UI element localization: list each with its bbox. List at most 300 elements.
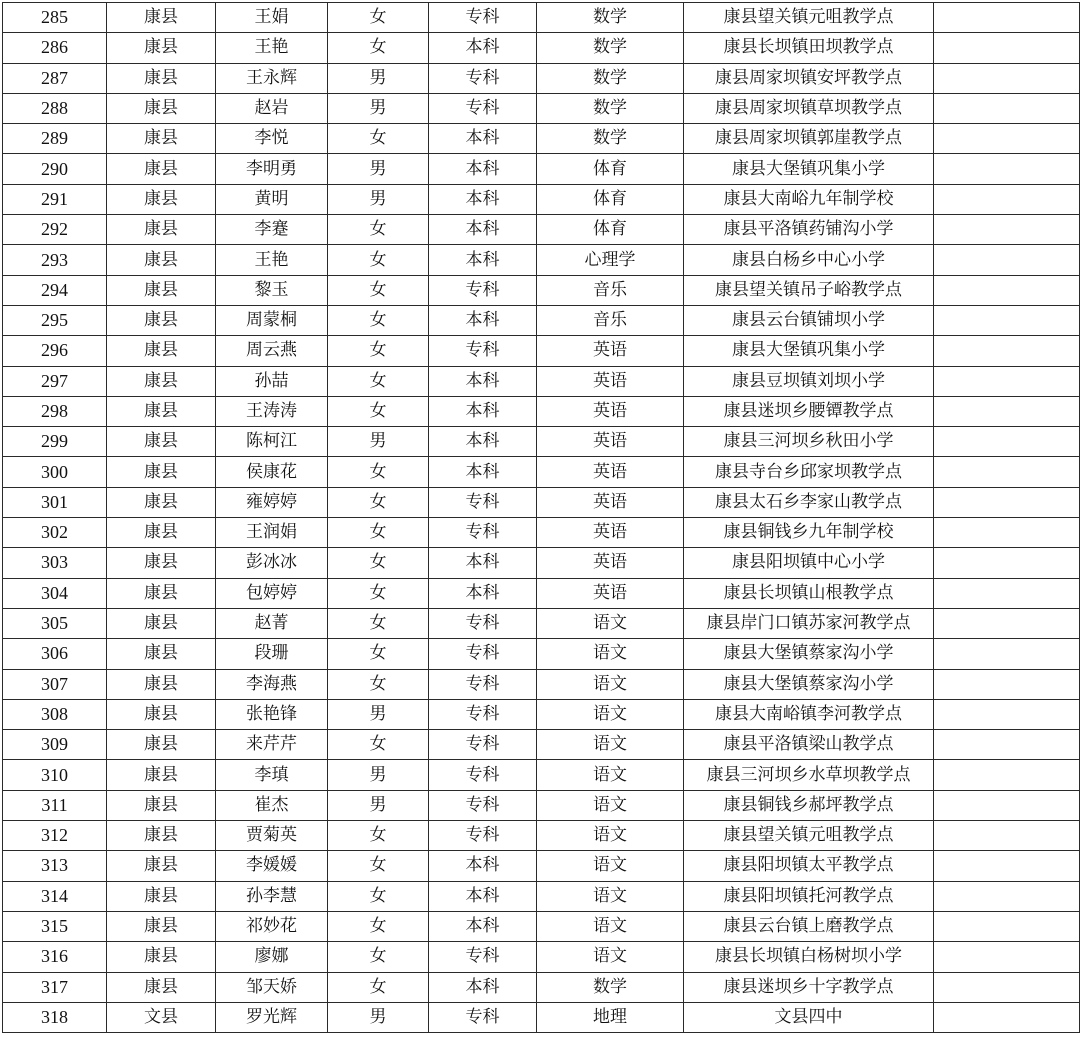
cell-note: [934, 366, 1080, 396]
cell-subject: 数学: [537, 3, 684, 33]
cell-school: 康县铜钱乡郝坪教学点: [684, 790, 934, 820]
cell-subject: 语文: [537, 881, 684, 911]
cell-gender: 女: [328, 275, 429, 305]
cell-education: 专科: [429, 821, 537, 851]
cell-note: [934, 578, 1080, 608]
cell-education: 本科: [429, 154, 537, 184]
cell-school: 康县长坝镇白杨树坝小学: [684, 942, 934, 972]
cell-school: 康县阳坝镇中心小学: [684, 548, 934, 578]
cell-education: 本科: [429, 578, 537, 608]
cell-education: 专科: [429, 730, 537, 760]
table-row: [3, 639, 1080, 669]
table-row: [3, 730, 1080, 760]
cell-note: [934, 3, 1080, 33]
cell-county: 康县: [107, 3, 216, 33]
cell-school: 康县豆坝镇刘坝小学: [684, 366, 934, 396]
cell-school: 康县阳坝镇托河教学点: [684, 881, 934, 911]
cell-county: 文县: [107, 1002, 216, 1032]
cell-school: 康县平洛镇药铺沟小学: [684, 215, 934, 245]
cell-note: [934, 215, 1080, 245]
table-row: [3, 487, 1080, 517]
cell-gender: 女: [328, 548, 429, 578]
table-body: [3, 3, 1080, 1033]
cell-school: 康县周家坝镇安坪教学点: [684, 63, 934, 93]
cell-subject: 英语: [537, 457, 684, 487]
table-row: [3, 578, 1080, 608]
table-row: [3, 215, 1080, 245]
cell-gender: 男: [328, 760, 429, 790]
table-row: [3, 608, 1080, 638]
cell-gender: 男: [328, 790, 429, 820]
cell-name: 邹天娇: [216, 972, 328, 1002]
cell-county: 康县: [107, 639, 216, 669]
cell-gender: 女: [328, 245, 429, 275]
cell-subject: 数学: [537, 93, 684, 123]
table-row: [3, 396, 1080, 426]
cell-name: 祁妙花: [216, 911, 328, 941]
cell-name: 王永辉: [216, 63, 328, 93]
cell-note: [934, 911, 1080, 941]
cell-number: 302: [3, 518, 107, 548]
cell-note: [934, 972, 1080, 1002]
cell-education: 专科: [429, 63, 537, 93]
cell-subject: 语文: [537, 730, 684, 760]
cell-school: 康县长坝镇田坝教学点: [684, 33, 934, 63]
cell-name: 彭冰冰: [216, 548, 328, 578]
cell-subject: 英语: [537, 518, 684, 548]
cell-school: 康县望关镇吊子峪教学点: [684, 275, 934, 305]
cell-county: 康县: [107, 608, 216, 638]
cell-subject: 心理学: [537, 245, 684, 275]
cell-number: 314: [3, 881, 107, 911]
table-row: [3, 518, 1080, 548]
personnel-table: [2, 2, 1080, 1033]
cell-education: 专科: [429, 639, 537, 669]
cell-education: 本科: [429, 33, 537, 63]
table-row: [3, 942, 1080, 972]
cell-name: 王艳: [216, 33, 328, 63]
cell-gender: 女: [328, 215, 429, 245]
cell-subject: 数学: [537, 124, 684, 154]
cell-county: 康县: [107, 578, 216, 608]
cell-note: [934, 33, 1080, 63]
cell-number: 306: [3, 639, 107, 669]
cell-county: 康县: [107, 93, 216, 123]
cell-county: 康县: [107, 33, 216, 63]
cell-county: 康县: [107, 427, 216, 457]
cell-subject: 语文: [537, 760, 684, 790]
cell-note: [934, 851, 1080, 881]
cell-county: 康县: [107, 154, 216, 184]
cell-gender: 女: [328, 881, 429, 911]
cell-subject: 英语: [537, 366, 684, 396]
cell-school: 康县大南峪镇李河教学点: [684, 699, 934, 729]
table-row: [3, 699, 1080, 729]
cell-gender: 女: [328, 972, 429, 1002]
cell-number: 305: [3, 608, 107, 638]
table-row: [3, 336, 1080, 366]
cell-education: 专科: [429, 93, 537, 123]
cell-name: 孙喆: [216, 366, 328, 396]
table-row: [3, 93, 1080, 123]
cell-county: 康县: [107, 396, 216, 426]
cell-number: 289: [3, 124, 107, 154]
cell-number: 309: [3, 730, 107, 760]
cell-county: 康县: [107, 790, 216, 820]
cell-number: 313: [3, 851, 107, 881]
cell-county: 康县: [107, 942, 216, 972]
cell-gender: 女: [328, 730, 429, 760]
cell-school: 康县迷坝乡十字教学点: [684, 972, 934, 1002]
cell-note: [934, 942, 1080, 972]
cell-school: 康县迷坝乡腰镡教学点: [684, 396, 934, 426]
table-row: [3, 305, 1080, 335]
cell-county: 康县: [107, 63, 216, 93]
cell-name: 贾菊英: [216, 821, 328, 851]
cell-number: 318: [3, 1002, 107, 1032]
cell-name: 李明勇: [216, 154, 328, 184]
cell-school: 康县长坝镇山根教学点: [684, 578, 934, 608]
cell-name: 李悦: [216, 124, 328, 154]
cell-note: [934, 518, 1080, 548]
cell-education: 本科: [429, 548, 537, 578]
table-row: [3, 184, 1080, 214]
cell-number: 298: [3, 396, 107, 426]
cell-number: 308: [3, 699, 107, 729]
cell-education: 专科: [429, 790, 537, 820]
cell-education: 本科: [429, 124, 537, 154]
cell-education: 专科: [429, 336, 537, 366]
table-row: [3, 760, 1080, 790]
cell-number: 310: [3, 760, 107, 790]
cell-subject: 语文: [537, 639, 684, 669]
cell-education: 本科: [429, 427, 537, 457]
cell-note: [934, 336, 1080, 366]
cell-number: 301: [3, 487, 107, 517]
cell-name: 李瑱: [216, 760, 328, 790]
cell-education: 本科: [429, 851, 537, 881]
cell-number: 286: [3, 33, 107, 63]
table-row: [3, 154, 1080, 184]
cell-subject: 音乐: [537, 305, 684, 335]
cell-note: [934, 184, 1080, 214]
cell-name: 来芹芹: [216, 730, 328, 760]
cell-subject: 语文: [537, 669, 684, 699]
cell-subject: 语文: [537, 790, 684, 820]
cell-county: 康县: [107, 366, 216, 396]
cell-education: 本科: [429, 305, 537, 335]
cell-education: 专科: [429, 699, 537, 729]
cell-education: 专科: [429, 275, 537, 305]
cell-subject: 体育: [537, 154, 684, 184]
cell-subject: 体育: [537, 215, 684, 245]
cell-county: 康县: [107, 487, 216, 517]
cell-school: 康县太石乡李家山教学点: [684, 487, 934, 517]
cell-subject: 语文: [537, 821, 684, 851]
cell-county: 康县: [107, 669, 216, 699]
cell-gender: 女: [328, 487, 429, 517]
cell-education: 本科: [429, 184, 537, 214]
cell-number: 297: [3, 366, 107, 396]
cell-name: 周蒙桐: [216, 305, 328, 335]
cell-note: [934, 275, 1080, 305]
cell-name: 廖娜: [216, 942, 328, 972]
table-row: [3, 881, 1080, 911]
cell-education: 专科: [429, 487, 537, 517]
cell-county: 康县: [107, 215, 216, 245]
cell-county: 康县: [107, 245, 216, 275]
cell-education: 本科: [429, 972, 537, 1002]
table-row: [3, 63, 1080, 93]
cell-subject: 数学: [537, 63, 684, 93]
cell-school: 康县大堡镇巩集小学: [684, 336, 934, 366]
cell-number: 287: [3, 63, 107, 93]
cell-school: 康县岸门口镇苏家河教学点: [684, 608, 934, 638]
cell-county: 康县: [107, 881, 216, 911]
cell-number: 300: [3, 457, 107, 487]
cell-county: 康县: [107, 548, 216, 578]
cell-school: 文县四中: [684, 1002, 934, 1032]
table-row: [3, 911, 1080, 941]
cell-note: [934, 669, 1080, 699]
cell-subject: 英语: [537, 548, 684, 578]
cell-name: 王涛涛: [216, 396, 328, 426]
cell-subject: 英语: [537, 487, 684, 517]
cell-name: 黄明: [216, 184, 328, 214]
cell-note: [934, 396, 1080, 426]
cell-gender: 女: [328, 608, 429, 638]
cell-education: 专科: [429, 942, 537, 972]
cell-school: 康县三河坝乡水草坝教学点: [684, 760, 934, 790]
cell-education: 本科: [429, 245, 537, 275]
cell-school: 康县铜钱乡九年制学校: [684, 518, 934, 548]
cell-note: [934, 457, 1080, 487]
cell-number: 299: [3, 427, 107, 457]
cell-education: 专科: [429, 760, 537, 790]
cell-note: [934, 487, 1080, 517]
cell-school: 康县大堡镇蔡家沟小学: [684, 669, 934, 699]
cell-number: 293: [3, 245, 107, 275]
cell-name: 王娟: [216, 3, 328, 33]
cell-gender: 女: [328, 911, 429, 941]
cell-subject: 英语: [537, 427, 684, 457]
cell-name: 段珊: [216, 639, 328, 669]
cell-number: 288: [3, 93, 107, 123]
cell-gender: 女: [328, 518, 429, 548]
cell-subject: 语文: [537, 699, 684, 729]
cell-number: 295: [3, 305, 107, 335]
table-row: [3, 366, 1080, 396]
table-row: [3, 33, 1080, 63]
cell-county: 康县: [107, 305, 216, 335]
cell-county: 康县: [107, 457, 216, 487]
cell-gender: 女: [328, 124, 429, 154]
cell-county: 康县: [107, 336, 216, 366]
cell-note: [934, 760, 1080, 790]
cell-name: 王润娟: [216, 518, 328, 548]
cell-note: [934, 245, 1080, 275]
cell-gender: 女: [328, 942, 429, 972]
cell-county: 康县: [107, 972, 216, 1002]
cell-education: 本科: [429, 911, 537, 941]
cell-subject: 英语: [537, 578, 684, 608]
cell-school: 康县阳坝镇太平教学点: [684, 851, 934, 881]
cell-gender: 男: [328, 154, 429, 184]
cell-subject: 地理: [537, 1002, 684, 1032]
cell-gender: 女: [328, 457, 429, 487]
cell-note: [934, 427, 1080, 457]
cell-gender: 女: [328, 578, 429, 608]
cell-note: [934, 639, 1080, 669]
cell-county: 康县: [107, 699, 216, 729]
cell-education: 本科: [429, 881, 537, 911]
cell-school: 康县白杨乡中心小学: [684, 245, 934, 275]
cell-number: 290: [3, 154, 107, 184]
cell-note: [934, 730, 1080, 760]
cell-name: 包婷婷: [216, 578, 328, 608]
cell-note: [934, 881, 1080, 911]
table-row: [3, 821, 1080, 851]
cell-note: [934, 124, 1080, 154]
cell-number: 317: [3, 972, 107, 1002]
cell-name: 侯康花: [216, 457, 328, 487]
cell-county: 康县: [107, 760, 216, 790]
cell-gender: 男: [328, 1002, 429, 1032]
cell-note: [934, 154, 1080, 184]
cell-education: 专科: [429, 608, 537, 638]
cell-school: 康县云台镇上磨教学点: [684, 911, 934, 941]
cell-note: [934, 305, 1080, 335]
cell-gender: 女: [328, 669, 429, 699]
cell-number: 291: [3, 184, 107, 214]
cell-number: 315: [3, 911, 107, 941]
cell-education: 本科: [429, 366, 537, 396]
cell-school: 康县寺台乡邱家坝教学点: [684, 457, 934, 487]
cell-subject: 英语: [537, 336, 684, 366]
cell-note: [934, 1002, 1080, 1032]
cell-education: 本科: [429, 215, 537, 245]
table-row: [3, 3, 1080, 33]
cell-name: 李媛媛: [216, 851, 328, 881]
cell-gender: 女: [328, 305, 429, 335]
cell-gender: 男: [328, 184, 429, 214]
cell-subject: 语文: [537, 911, 684, 941]
cell-education: 本科: [429, 457, 537, 487]
cell-education: 本科: [429, 396, 537, 426]
cell-education: 专科: [429, 669, 537, 699]
cell-school: 康县大南峪九年制学校: [684, 184, 934, 214]
cell-school: 康县望关镇元咀教学点: [684, 3, 934, 33]
table-row: [3, 851, 1080, 881]
cell-county: 康县: [107, 184, 216, 214]
cell-gender: 女: [328, 33, 429, 63]
cell-number: 296: [3, 336, 107, 366]
cell-county: 康县: [107, 275, 216, 305]
table-row: [3, 427, 1080, 457]
cell-education: 专科: [429, 3, 537, 33]
cell-name: 赵岩: [216, 93, 328, 123]
cell-number: 304: [3, 578, 107, 608]
cell-education: 专科: [429, 518, 537, 548]
cell-name: 罗光辉: [216, 1002, 328, 1032]
cell-gender: 女: [328, 396, 429, 426]
cell-gender: 女: [328, 366, 429, 396]
cell-number: 307: [3, 669, 107, 699]
cell-number: 292: [3, 215, 107, 245]
cell-name: 周云燕: [216, 336, 328, 366]
cell-gender: 女: [328, 639, 429, 669]
cell-gender: 女: [328, 3, 429, 33]
cell-school: 康县云台镇铺坝小学: [684, 305, 934, 335]
table-row: [3, 275, 1080, 305]
cell-number: 312: [3, 821, 107, 851]
cell-note: [934, 699, 1080, 729]
cell-name: 黎玉: [216, 275, 328, 305]
table-row: [3, 669, 1080, 699]
table-row: [3, 1002, 1080, 1032]
cell-school: 康县大堡镇蔡家沟小学: [684, 639, 934, 669]
cell-note: [934, 790, 1080, 820]
cell-education: 专科: [429, 1002, 537, 1032]
cell-note: [934, 548, 1080, 578]
cell-school: 康县平洛镇梁山教学点: [684, 730, 934, 760]
cell-gender: 女: [328, 821, 429, 851]
table-row: [3, 790, 1080, 820]
cell-gender: 男: [328, 93, 429, 123]
cell-subject: 语文: [537, 851, 684, 881]
cell-subject: 数学: [537, 972, 684, 1002]
cell-school: 康县三河坝乡秋田小学: [684, 427, 934, 457]
cell-county: 康县: [107, 518, 216, 548]
table-row: [3, 548, 1080, 578]
cell-county: 康县: [107, 124, 216, 154]
cell-number: 303: [3, 548, 107, 578]
cell-name: 李蹇: [216, 215, 328, 245]
table-row: [3, 972, 1080, 1002]
cell-note: [934, 821, 1080, 851]
cell-number: 311: [3, 790, 107, 820]
cell-gender: 女: [328, 851, 429, 881]
cell-note: [934, 608, 1080, 638]
table-row: [3, 245, 1080, 275]
cell-name: 孙李慧: [216, 881, 328, 911]
cell-name: 崔杰: [216, 790, 328, 820]
cell-school: 康县周家坝镇草坝教学点: [684, 93, 934, 123]
cell-name: 陈柯江: [216, 427, 328, 457]
cell-subject: 语文: [537, 942, 684, 972]
cell-name: 王艳: [216, 245, 328, 275]
cell-gender: 男: [328, 63, 429, 93]
cell-subject: 体育: [537, 184, 684, 214]
cell-school: 康县望关镇元咀教学点: [684, 821, 934, 851]
cell-subject: 数学: [537, 33, 684, 63]
cell-gender: 男: [328, 699, 429, 729]
cell-name: 雍婷婷: [216, 487, 328, 517]
cell-name: 赵菁: [216, 608, 328, 638]
cell-number: 285: [3, 3, 107, 33]
cell-school: 康县大堡镇巩集小学: [684, 154, 934, 184]
cell-county: 康县: [107, 730, 216, 760]
cell-subject: 音乐: [537, 275, 684, 305]
cell-county: 康县: [107, 851, 216, 881]
cell-subject: 语文: [537, 608, 684, 638]
cell-note: [934, 63, 1080, 93]
table-row: [3, 457, 1080, 487]
cell-subject: 英语: [537, 396, 684, 426]
cell-gender: 女: [328, 336, 429, 366]
cell-school: 康县周家坝镇郭崖教学点: [684, 124, 934, 154]
cell-name: 李海燕: [216, 669, 328, 699]
